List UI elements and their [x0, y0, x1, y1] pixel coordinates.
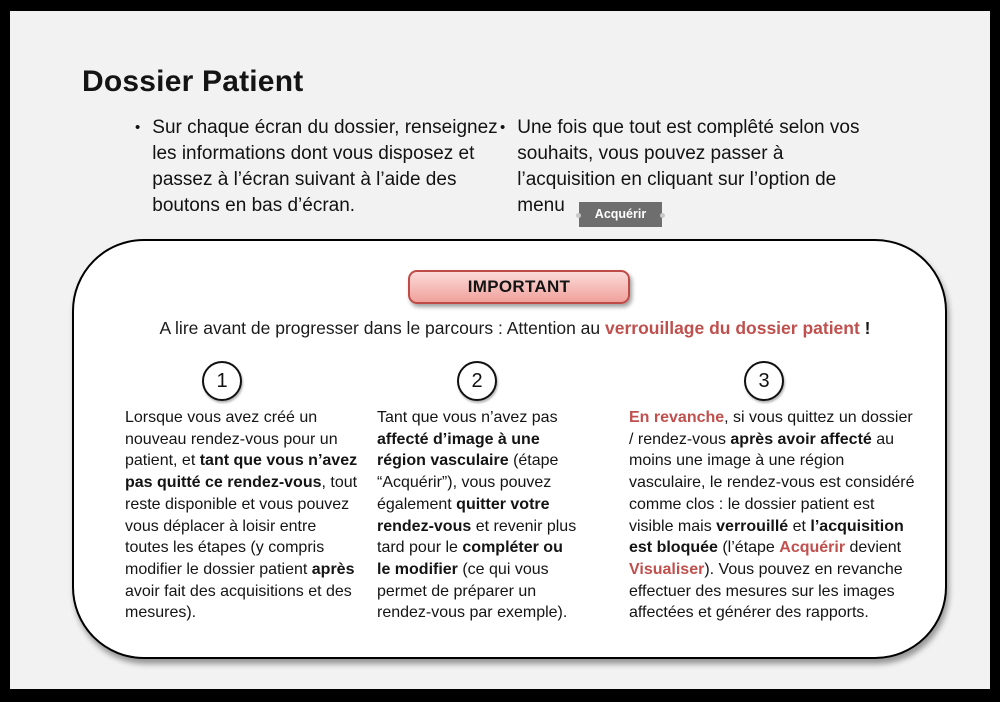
- bullet-marker: •: [500, 119, 506, 136]
- step-number-2: 2: [457, 361, 497, 401]
- slide-background: [10, 11, 990, 689]
- step-number-3: 3: [744, 361, 784, 401]
- bullet-item-right: [500, 115, 886, 227]
- important-badge: IMPORTANT: [408, 270, 630, 304]
- step-1-text: Lorsque vous avez créé un nouveau rendez-vous pour un patient, et tant que vous n’avez pas quitté ce rendez-vous, tout reste disponible et vous pouvez vous déplacer à loisir entre toutes les étapes (y compris modifier le dossier patient après avoir fait des acquisitions et des mesures).: [125, 409, 358, 622]
- bullet-item-left: [135, 115, 501, 219]
- acquerir-menu-button[interactable]: Acquérir: [579, 202, 662, 227]
- step-3-text: En revanche, si vous quittez un dossier / rendez-vous après avoir affecté au moins une image à une région vasculaire, le rendez-vous est considéré comme clos : le dossier patient est visible mais verrouillé et l’acquisition est bloquée (l’étape Acquérir devient Visualiser). Vous pouvez en revanche effectuer des mesures sur les images affectées et générer des rapports.: [629, 409, 915, 622]
- bullet-right-text: [517, 115, 886, 227]
- bullet-left-text: Sur chaque écran du dossier, renseignez les informations dont vous disposez et passez à l’écran suivant à l’aide des boutons en bas d’écran.: [152, 117, 498, 216]
- bullet-right-text-body: Une fois que tout est complêté selon vos souhaits, vous pouvez passer à l’acquisition en cliquant sur l’option de menu: [517, 117, 860, 216]
- callout-intro-line: A lire avant de progresser dans le parcours : Attention au verrouillage du dossier patient !: [159, 318, 871, 338]
- step-2-text: Tant que vous n’avez pas affecté d’image à une région vasculaire (étape “Acquérir”), vous pouvez également quitter votre rendez-vous et revenir plus tard pour le compléter ou le modifier (ce qui vous permet de préparer un rendez-vous par exemple).: [377, 409, 577, 622]
- bullet-marker: •: [135, 119, 141, 136]
- page-title: Dossier Patient: [82, 65, 304, 99]
- step-number-1: 1: [202, 361, 242, 401]
